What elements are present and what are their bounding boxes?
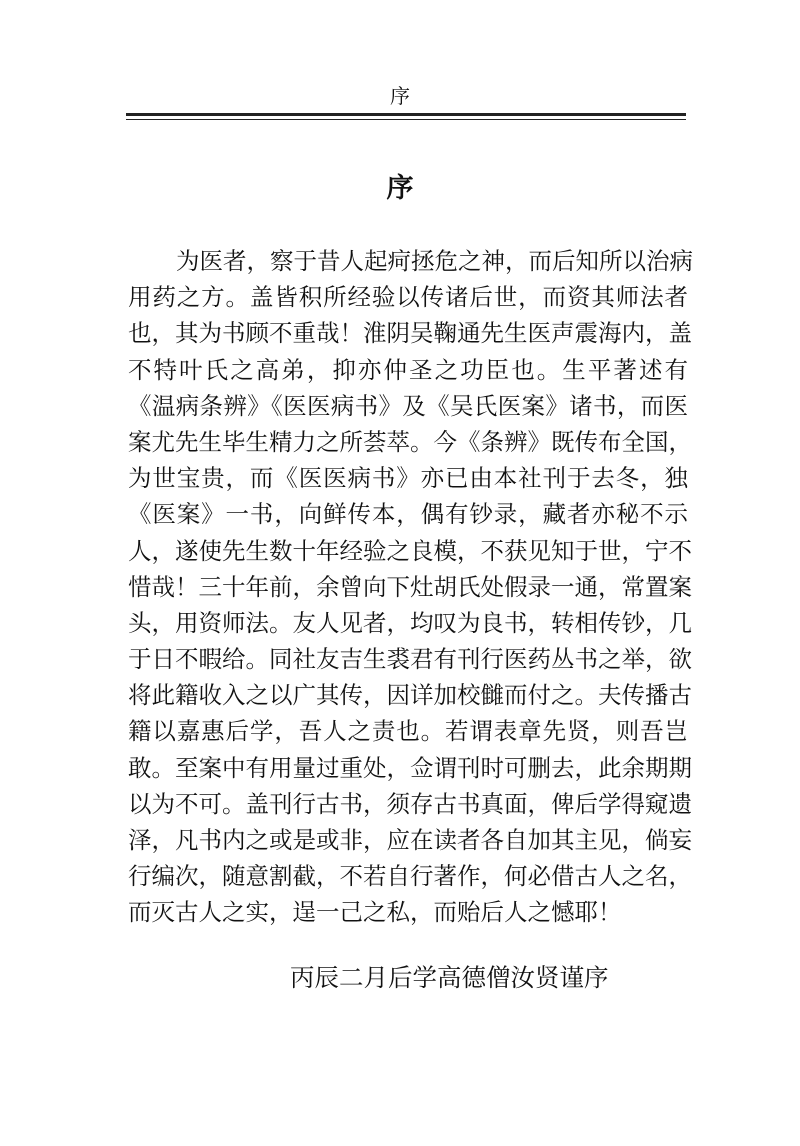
paragraph-line: 不特叶氏之高弟，抑亦仲圣之功臣也。生平著述有 (128, 355, 688, 384)
paragraph-line: 用药之方。盖皆积所经验以传诸后世，而资其师法者 (128, 283, 688, 312)
paragraph-line: 行编次，随意割截，不若自行著作，何必借古人之名， (128, 862, 692, 891)
header-rule-thin (126, 119, 686, 120)
preface-paragraph (128, 243, 693, 931)
paragraph-line: 惜哉！三十年前，余曾向下灶胡氏处假录一通，常置案 (128, 572, 692, 601)
paragraph-line: 为医者，察于昔人起疴拯危之神，而后知所以治病 (176, 247, 693, 275)
paragraph-line: 《医案》一书，向鲜传本，偶有钞录，藏者亦秘不示 (128, 500, 688, 529)
paragraph-line: 籍以嘉惠后学，吾人之责也。若谓表章先贤，则吾岂 (128, 717, 688, 746)
paragraph-line: 以为不可。盖刊行古书，须存古书真面，俾后学得窥遗 (128, 789, 692, 818)
header-rule-thick (126, 113, 686, 116)
running-header: 序 (390, 84, 410, 108)
paragraph-line: 《温病条辨》《医医病书》及《吴氏医案》诸书，而医 (128, 391, 688, 420)
signature-line: 丙辰二月后学高德僧汝贤谨序 (290, 963, 609, 992)
paragraph-line: 案尤先生毕生精力之所荟萃。今《条辨》既传布全国， (128, 427, 692, 456)
paragraph-line: 为世宝贵，而《医医病书》亦已由本社刊于去冬，独 (128, 464, 688, 493)
paragraph-line: 也，其为书顾不重哉！淮阴吴鞠通先生医声震海内，盖 (128, 319, 692, 348)
paragraph-line: 于日不暇给。同社友吉生裘君有刊行医药丛书之举，欲 (128, 645, 692, 674)
paragraph-line: 泽，凡书内之或是或非，应在读者各自加其主见，倘妄 (128, 826, 692, 854)
paragraph-line: 人，遂使先生数十年经验之良模，不获见知于世，宁不 (128, 536, 692, 565)
paragraph-line: 敢。至案中有用量过重处，佥谓刊时可删去，此余期期 (128, 753, 692, 782)
paragraph-line: 头，用资师法。友人见者，均叹为良书，转相传钞，几 (128, 608, 692, 637)
page-title: 序 (386, 173, 414, 204)
paragraph-line: 将此籍收入之以广其传，因详加校雠而付之。夫传播古 (128, 681, 692, 710)
paragraph-line: 而灭古人之实，逞一己之私，而贻后人之憾耶！ (128, 898, 622, 927)
